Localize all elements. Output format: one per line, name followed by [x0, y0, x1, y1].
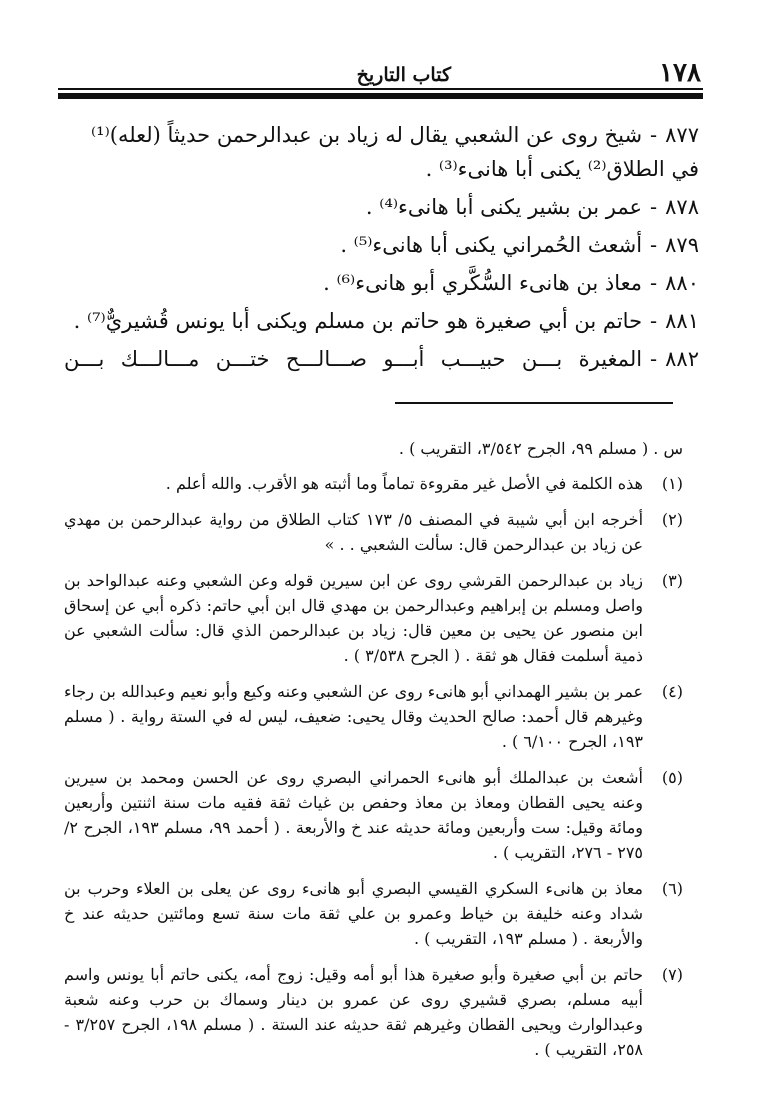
entries-list [64, 118, 699, 380]
footnote-text: أخرجه ابن أبي شيبة في المصنف ٥/ ١٧٣ كتاب الطلاق من رواية عبدالرحمن بن مهدي عن زياد بن عبدالرحمن قال: سألت الشعبي . . » [64, 510, 644, 554]
entry-text: المغيرة بـــن حبيـــب أبـــو صـــالـــح ختـــن مـــالـــك بـــن [64, 347, 643, 371]
footnote-4 [64, 679, 683, 754]
footnote-continuation: س . ( مسلم ٩٩، الجرح ٣/٥٤٢، التقريب ) . [398, 439, 683, 458]
entry-text: شيخ روى عن الشعبي يقال له زياد بن عبدالرحمن حديثاً (لعله)⁽¹⁾ في الطلاق⁽²⁾ يكنى أبا هانىء⁽³⁾ . [91, 123, 699, 181]
entry-number: ٨٧٩ [665, 233, 699, 257]
footnotes-section [64, 436, 683, 1073]
running-title: كتاب التاريخ [356, 64, 451, 86]
footnote-mark: (٤) [661, 682, 683, 701]
entry-number: ٨٧٧ [665, 123, 699, 147]
entry-877: ٨٧٧-شيخ روى عن الشعبي يقال له زياد بن عبدالرحمن حديثاً (لعله)⁽¹⁾ في الطلاق⁽²⁾ يكنى أبا هانىء⁽³⁾ . [91, 123, 699, 181]
footnote-text: حاتم بن أبي صغيرة وأبو صغيرة هذا أبو أمه وقيل: زوج أمه، يكنى حاتم أبا يونس واسم أبيه مسلم، بصري قشيري روى عن عمرو بن دينار وسماك بن حرب وعنه شعبة وعبدالوارث ويحيى القطان وغيرهم ثقة حديثه عند الستة . ( مسلم ١٩٨، الجرح ٣/٢٥٧ - ٢٥٨، التقريب ) . [64, 965, 644, 1059]
footnote-1 [64, 471, 683, 496]
entry-880: ٨٨٠-معاذ بن هانىء السُّكَّري أبو هانىء⁽⁶⁾ . [323, 271, 699, 295]
entry-881: ٨٨١-حاتم بن أبي صغيرة هو حاتم بن مسلم ويكنى أبا يونس قُشيريٌّ⁽⁷⁾ . [73, 309, 699, 333]
footnote-6 [64, 876, 683, 951]
entry-text: حاتم بن أبي صغيرة هو حاتم بن مسلم ويكنى أبا يونس قُشيريٌّ⁽⁷⁾ . [73, 309, 643, 333]
footnote-mark: (٢) [661, 510, 683, 529]
footnote-mark: (٥) [661, 768, 683, 787]
footnote-mark: (٣) [661, 571, 683, 590]
footnote-text: زياد بن عبدالرحمن القرشي روى عن ابن سيرين قوله وعن الشعبي وعنه عبدالواحد بن واصل ومسلم بن إبراهيم وعبدالرحمن بن مهدي قال ابن أبي حاتم: ذكره أبي عن إسحاق ابن منصور عن يحيى بن معين قال: زياد بن عبدالرحمن الذي قال: سألت الشعبي عن ذمية أسلمت فقال هو ثقة . ( الجرح ٣/٥٣٨ ) . [64, 571, 644, 665]
entry-number: ٨٧٨ [665, 195, 699, 219]
entry-text: أشعث الحُمراني يكنى أبا هانىء⁽⁵⁾ . [340, 233, 643, 257]
entry-number: ٨٨٢ [665, 347, 699, 371]
header-rule-thick [58, 93, 703, 99]
header-rule-thin [58, 88, 703, 90]
footnote-text: معاذ بن هانىء السكري القيسي البصري أبو هانىء روى عن يعلى بن العلاء وحرب بن شداد وعنه خليفة بن خياط وعمرو بن علي ثقة مات سنة تسع ومائتين حديثه عند خ والأربعة . ( مسلم ١٩٣، التقريب ) . [64, 879, 643, 948]
page-header [60, 58, 701, 90]
entry-879: ٨٧٩-أشعث الحُمراني يكنى أبا هانىء⁽⁵⁾ . [340, 233, 699, 257]
footnote-mark: (٦) [661, 879, 683, 898]
footnote-text: هذه الكلمة في الأصل غير مقروءة تماماً وما أثبته هو الأقرب. والله أعلم . [165, 474, 643, 493]
footnote-2 [64, 507, 683, 557]
footnote-divider [395, 402, 673, 404]
entry-text: معاذ بن هانىء السُّكَّري أبو هانىء⁽⁶⁾ . [323, 271, 643, 295]
footnote-mark: (٧) [661, 965, 683, 984]
footnote-3 [64, 568, 683, 668]
footnote-text: أشعث بن عبدالملك أبو هانىء الحمراني البصري روى عن الحسن ومحمد بن سيرين وعنه يحيى القطان ومعاذ بن معاذ وحفص بن غياث ثقة فقيه مات سنة اثنتين وأربعين ومائة وقيل: ست وأربعين ومائة حديثه عند خ والأربعة . ( أحمد ٩٩، مسلم ١٩٣، الجرح ٢/ ٢٧٥ - ٢٧٦، التقريب ) . [64, 768, 643, 862]
entry-text: عمر بن بشير يكنى أبا هانىء⁽⁴⁾ . [365, 195, 643, 219]
entry-number: ٨٨١ [665, 309, 699, 333]
entry-878: ٨٧٨-عمر بن بشير يكنى أبا هانىء⁽⁴⁾ . [365, 195, 699, 219]
footnote-mark: (١) [661, 474, 683, 493]
entry-number: ٨٨٠ [665, 271, 699, 295]
page-number: ١٧٨ [659, 58, 701, 88]
footnote-5 [64, 765, 683, 865]
entry-882: ٨٨٢-المغيرة بـــن حبيـــب أبـــو صـــالـــح ختـــن مـــالـــك بـــن [64, 347, 699, 371]
footnote-7 [64, 962, 683, 1062]
footnote-text: عمر بن بشير الهمداني أبو هانىء روى عن الشعبي وعنه وكيع وأبو نعيم وعبدالله بن رجاء وغيرهم قال أحمد: صالح الحديث وقال يحيى: ضعيف، ليس له في الستة رواية . ( مسلم ١٩٣، الجرح ٦/١٠٠ ) . [64, 682, 643, 751]
